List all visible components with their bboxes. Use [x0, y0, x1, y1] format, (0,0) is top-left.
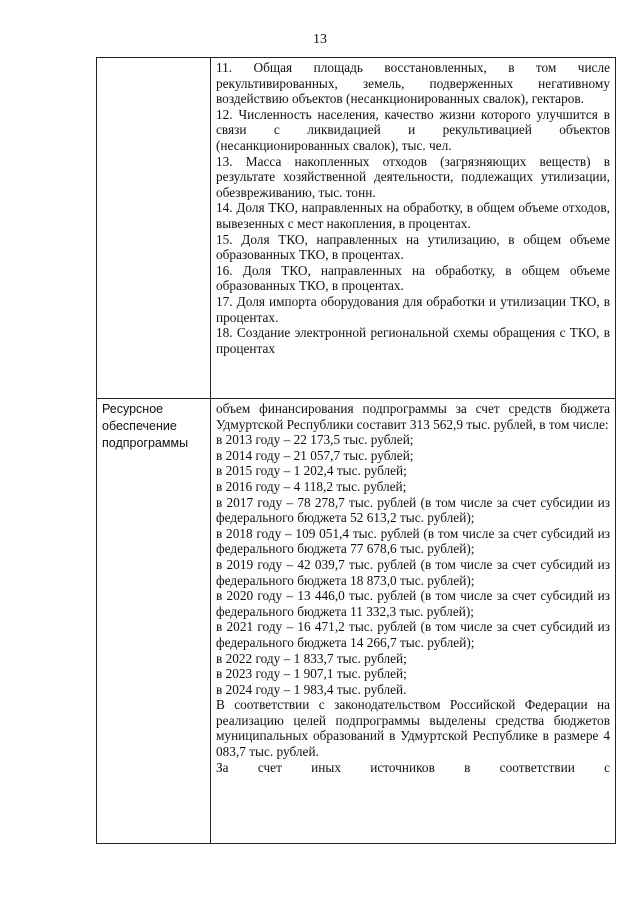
- indicator-item: 11. Общая площадь восстановленных, в том числе рекультивированных, земель, подверженных негативному воздействию объектов (несанкционированных свалок), гектаров.: [216, 60, 610, 107]
- table-row-indicators: [97, 58, 616, 399]
- funding-line: в 2018 году – 109 051,4 тыс. рублей (в том числе за счет субсидий из федерального бюджета 77 678,6 тыс. рублей);: [216, 525, 610, 557]
- indicator-item: 13. Масса накопленных отходов (загрязняющих веществ) в результате хозяйственной деятельности, подлежащих утилизации, обезвреживанию, тыс. тонн.: [216, 153, 610, 200]
- funding-line: в 2019 году – 42 039,7 тыс. рублей (в том числе за счет субсидий из федерального бюджета 18 873,0 тыс. рублей);: [216, 556, 610, 588]
- funding-line: За счет иных источников в соответствии с: [216, 759, 610, 775]
- funding-line: в 2017 году – 78 278,7 тыс. рублей (в том числе за счет субсидии из федерального бюджета 52 613,2 тыс. рублей);: [216, 494, 610, 526]
- funding-line: в 2020 году – 13 446,0 тыс. рублей (в том числе за счет субсидий из федерального бюджета 11 332,3 тыс. рублей);: [216, 588, 610, 619]
- page-number: 13: [313, 32, 327, 47]
- funding-line: В соответствии с законодательством Российской Федерации на реализацию целей подпрограммы выделены средства бюджетов муниципальных образований в Удмуртской Республике в размере 4 083,7 тыс. рублей.: [216, 697, 610, 760]
- row2-label: Ресурсное обеспечение подпрограммы: [97, 399, 211, 844]
- funding-line: в 2015 году – 1 202,4 тыс. рублей;: [216, 463, 407, 479]
- indicator-item: 18. Создание электронной региональной схемы обращения с ТКО, в процентах: [216, 325, 610, 356]
- funding-line: в 2024 году – 1 983,4 тыс. рублей.: [216, 681, 407, 697]
- indicator-item: 17. Доля импорта оборудования для обработки и утилизации ТКО, в процентах.: [216, 293, 610, 325]
- subprogram-passport-table: [96, 57, 616, 844]
- funding-line: в 2013 году – 22 173,5 тыс. рублей;: [216, 432, 414, 448]
- row1-label: [97, 58, 211, 399]
- funding-line: в 2014 году – 21 057,7 тыс. рублей;: [216, 447, 414, 463]
- row2-content: [211, 399, 616, 844]
- funding-line: в 2016 году – 4 118,2 тыс. рублей;: [216, 478, 407, 494]
- indicator-item: 12. Численность населения, качество жизни которого улучшится в связи с ликвидацией и рекультивацией объектов (несанкционированных свалок), тыс. чел.: [216, 106, 610, 153]
- indicator-item: 14. Доля ТКО, направленных на обработку, в общем объеме отходов, вывезенных с мест накопления, в процентах.: [216, 200, 610, 231]
- funding-line: в 2022 году – 1 833,7 тыс. рублей;: [216, 650, 407, 666]
- funding-line: в 2023 году – 1 907,1 тыс. рублей;: [216, 666, 407, 682]
- row1-content: [211, 58, 616, 399]
- table-row-resources: [97, 399, 616, 844]
- indicator-item: 15. Доля ТКО, направленных на утилизацию, в общем объеме образованных ТКО, в процентах.: [216, 231, 610, 263]
- funding-line: в 2021 году – 16 471,2 тыс. рублей (в том числе за счет субсидий из федерального бюджета 14 266,7 тыс. рублей);: [216, 619, 610, 650]
- funding-line: объем финансирования подпрограммы за счет средств бюджета Удмуртской Республики составит 313 562,9 тыс. рублей, в том числе:: [216, 401, 610, 432]
- indicator-item: 16. Доля ТКО, направленных на обработку, в общем объеме образованных ТКО, в процентах.: [216, 262, 610, 294]
